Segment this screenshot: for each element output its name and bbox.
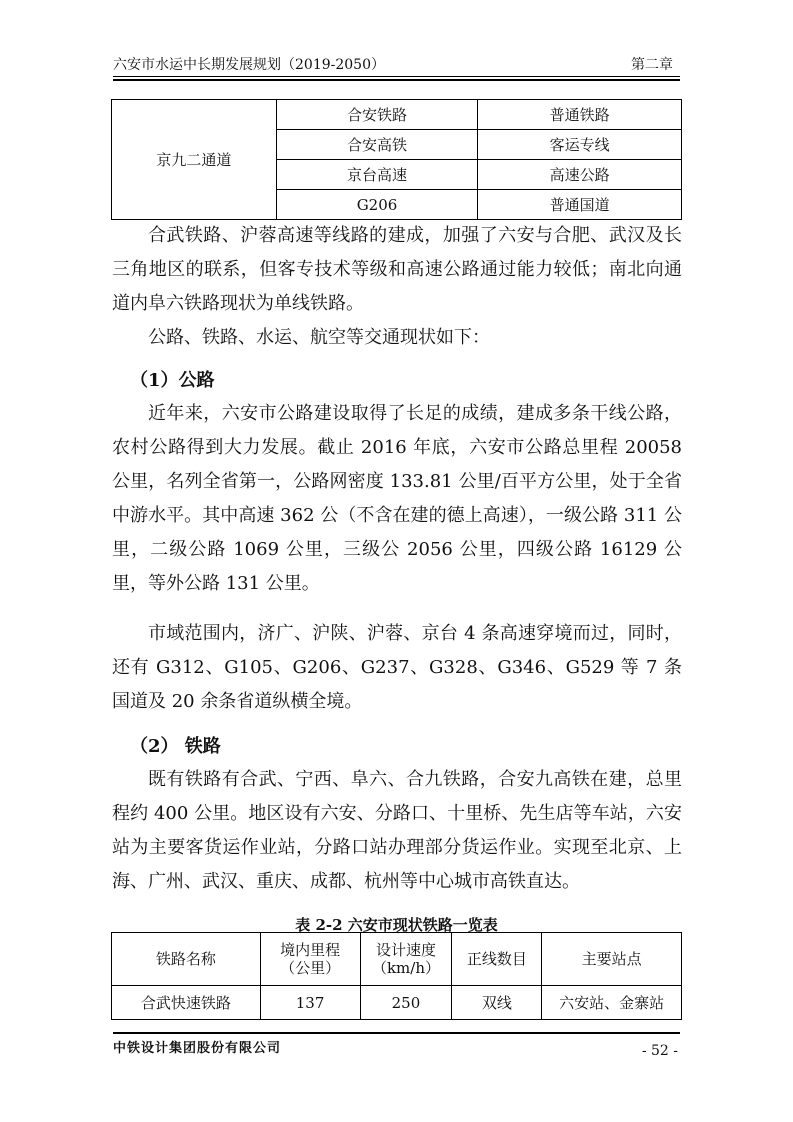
body-paragraph	[112, 219, 682, 321]
railway-table	[111, 932, 682, 1020]
col-header-name: 铁路名称	[112, 933, 261, 986]
route-name: 合安高铁	[276, 130, 478, 160]
table-header-row	[112, 933, 682, 986]
cell-length: 137	[260, 986, 360, 1020]
corridor-table	[111, 99, 682, 220]
body-paragraph	[112, 397, 682, 601]
route-type: 高速公路	[478, 160, 682, 190]
cell-stations: 六安站、金寨站	[542, 986, 682, 1020]
col-header-lines: 正线数目	[452, 933, 542, 986]
cell-speed: 250	[360, 986, 452, 1020]
cell-name: 合武快速铁路	[112, 986, 261, 1020]
page-header	[113, 50, 679, 76]
route-type: 普通国道	[478, 190, 682, 220]
footer-rule	[113, 1032, 680, 1034]
col-header-speed-line2: （km/h）	[371, 959, 440, 977]
paragraph-text: 既有铁路有合武、宁西、阜六、合九铁路，合安九高铁在建，总里程约 400 公里。地区设有六安、分路口、十里桥、先生店等车站，六安站为主要客货运作业站，分路口站办理部分货运作业。实现至北京、上海、广州、武汉、重庆、成都、杭州等中心城市高铁直达。	[112, 769, 682, 892]
page-number: - 52 -	[641, 1043, 678, 1059]
chapter-label: 第二章	[631, 57, 673, 73]
route-name: 合安铁路	[276, 100, 478, 130]
col-header-speed-line1: 设计速度	[375, 941, 436, 959]
col-header-length	[260, 933, 360, 986]
body-paragraph	[112, 617, 682, 719]
table-caption: 表 2-2 六安市现状铁路一览表	[295, 916, 498, 934]
col-header-stations: 主要站点	[542, 933, 682, 986]
body-paragraph	[112, 763, 682, 899]
paragraph-text: 近年来，六安市公路建设取得了长足的成绩，建成多条干线公路，农村公路得到大力发展。截止 2016 年底，六安市公路总里程 20058 公里，名列全省第一，公路网密度 133.81 公里/百平方公里，处于全省中游水平。其中高速 362 公（不含在建的德上高速），一级公路 311 公里，二级公路 1069 公里，三级公 2056 公里，四级公路 16129 公里，等外公路 131 公里。	[112, 403, 682, 594]
route-name: 京台高速	[276, 160, 478, 190]
route-type: 普通铁路	[478, 100, 682, 130]
company-name: 中铁设计集团股份有限公司	[113, 1041, 282, 1056]
paragraph-text: 合武铁路、沪蓉高速等线路的建成，加强了六安与合肥、武汉及长三角地区的联系，但客专技术等级和高速公路通过能力较低；南北向通道内阜六铁路现状为单线铁路。	[112, 225, 682, 314]
header-rule-thick	[113, 79, 680, 81]
table-row	[112, 986, 682, 1020]
paragraph-text: 市域范围内，济广、沪陕、沪蓉、京台 4 条高速穿境而过，同时，还有 G312、G105、G206、G237、G328、G346、G529 等 7 条国道及 20 余条省道纵横全境。	[112, 623, 682, 712]
route-type: 客运专线	[478, 130, 682, 160]
section-heading: （2） 铁路	[130, 736, 221, 757]
route-name: G206	[276, 190, 478, 220]
col-header-speed	[360, 933, 452, 986]
table-row	[112, 100, 682, 130]
body-paragraph	[112, 321, 682, 355]
col-header-length-line1: 境内里程	[280, 941, 341, 959]
header-rule	[113, 76, 680, 77]
cell-lines: 双线	[452, 986, 542, 1020]
paragraph-text: 公路、铁路、水运、航空等交通现状如下：	[148, 327, 490, 348]
col-header-length-line2: （公里）	[280, 959, 341, 977]
document-title: 六安市水运中长期发展规划（2019-2050）	[113, 57, 385, 73]
section-heading: （1）公路	[130, 370, 215, 391]
corridor-name: 京九二通道	[112, 100, 277, 220]
